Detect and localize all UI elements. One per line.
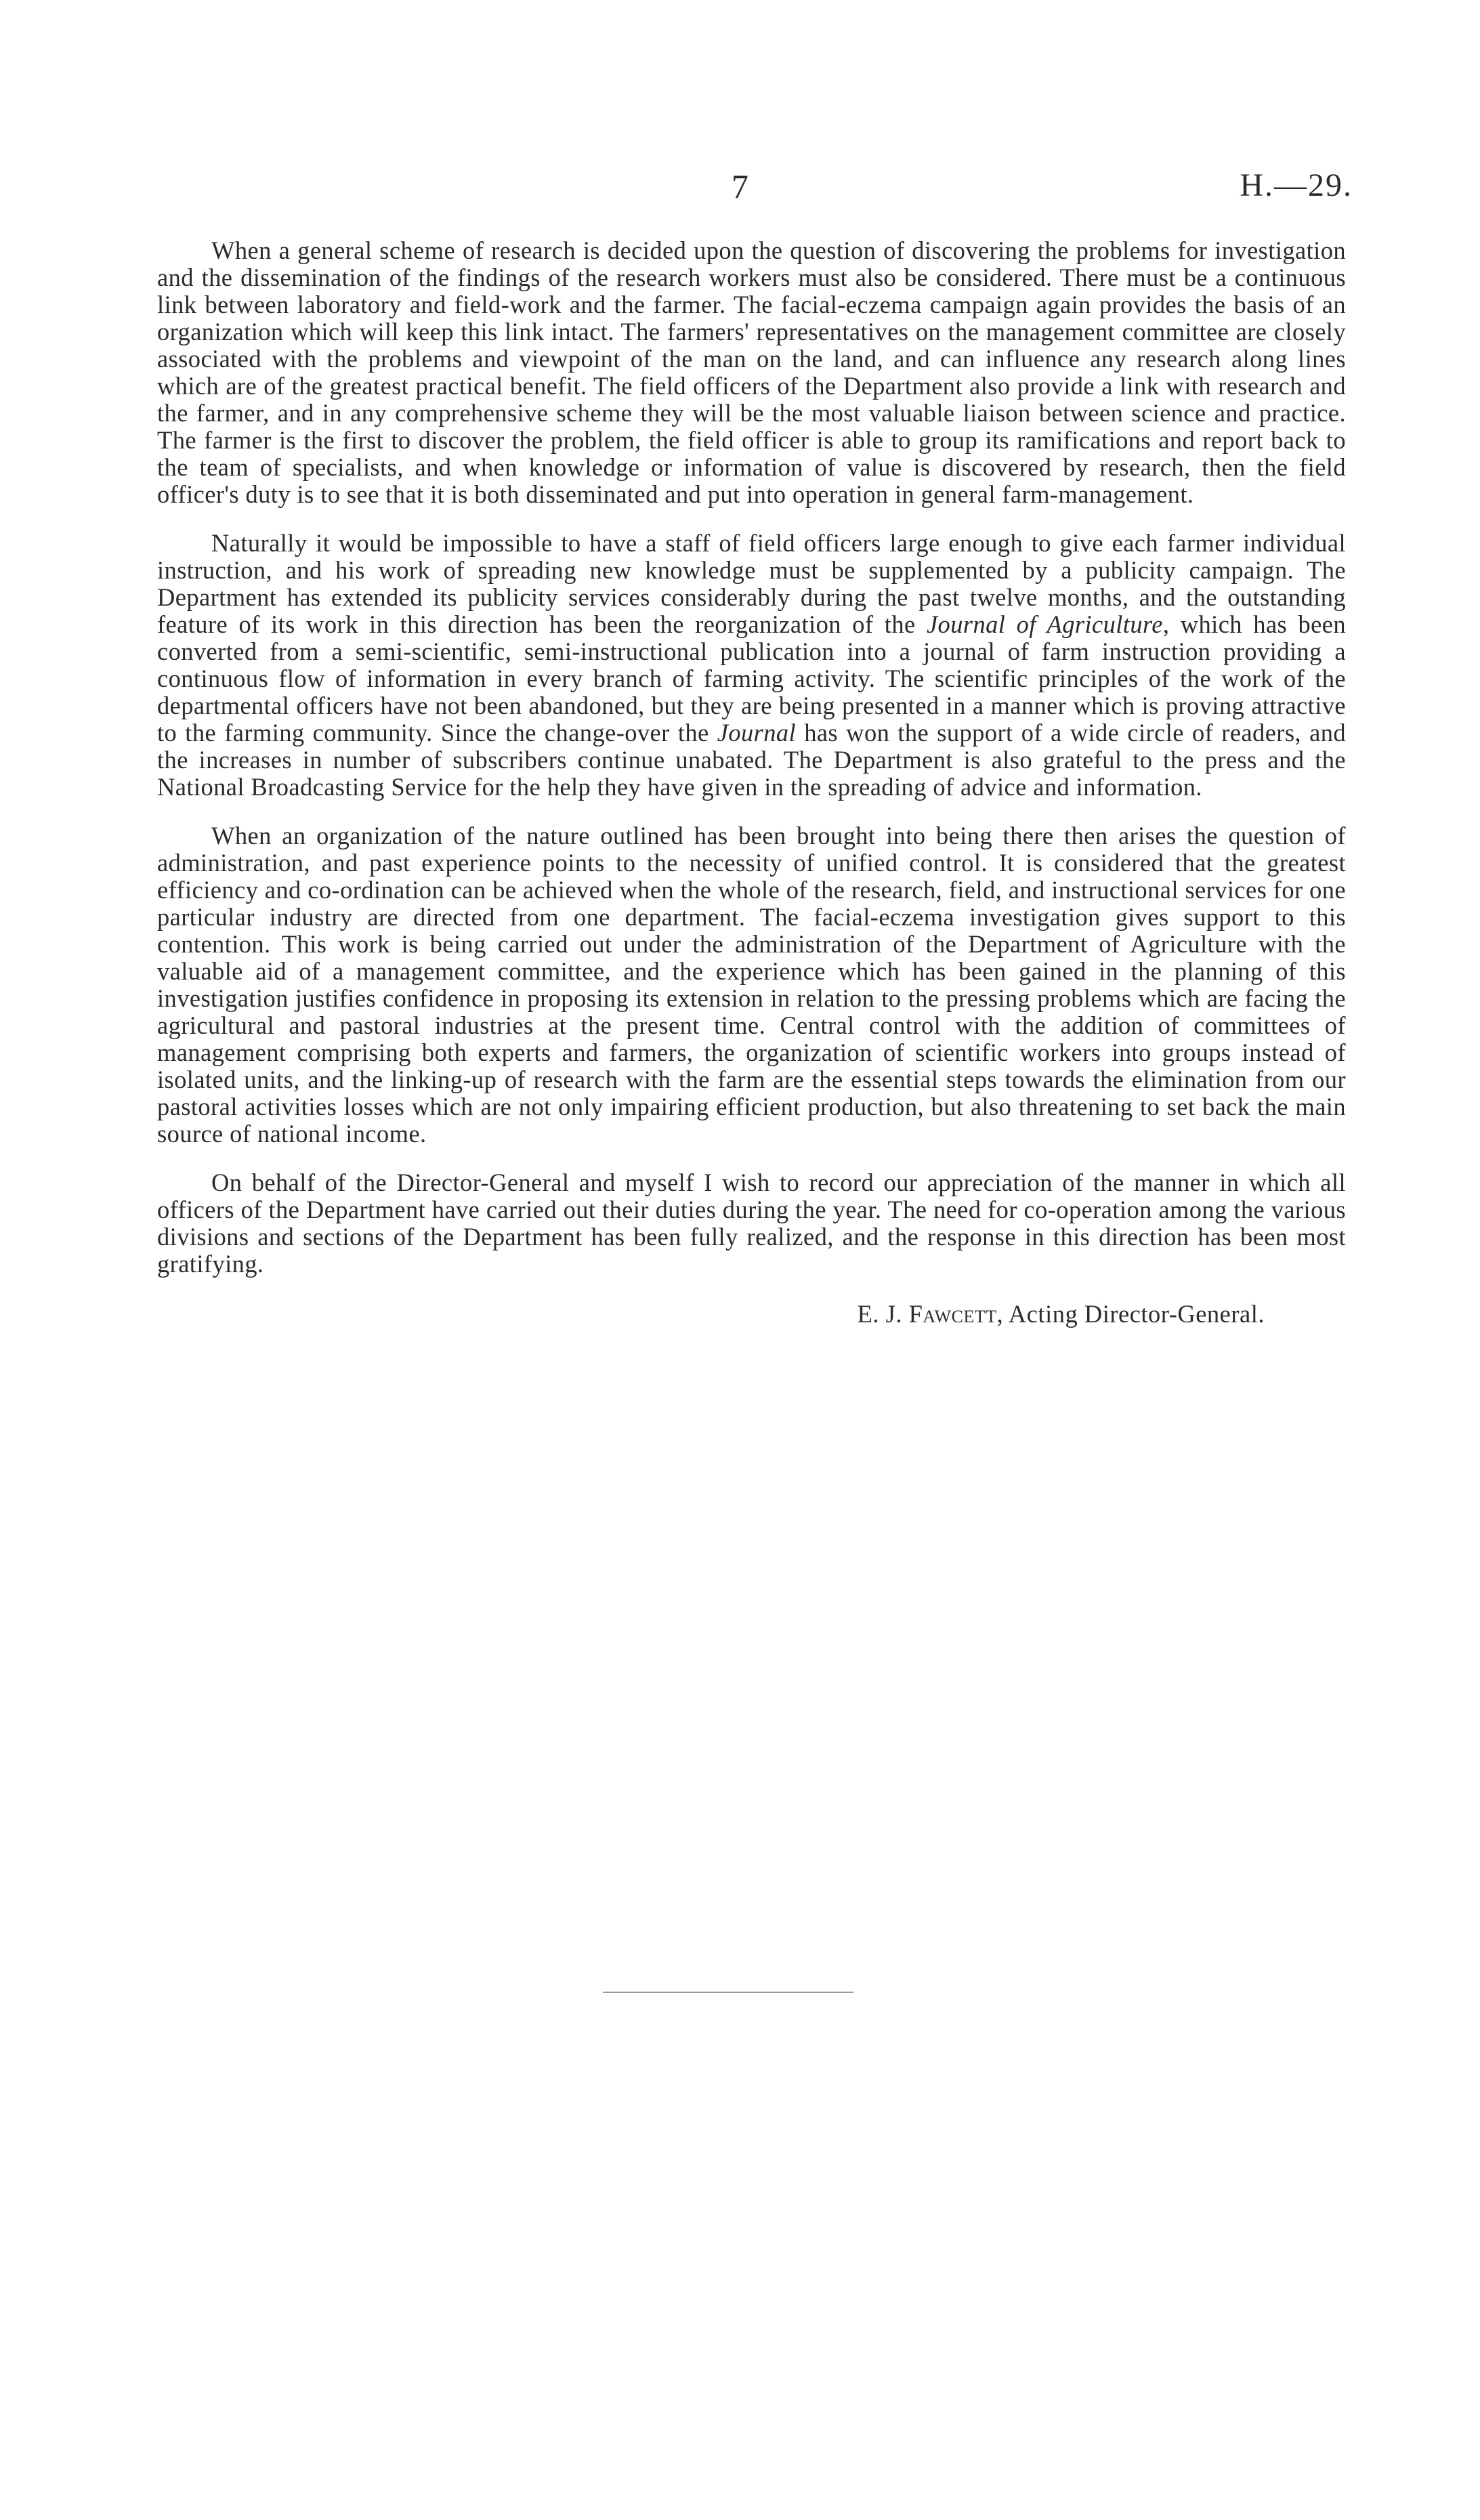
paragraph-publicity-campaign (157, 530, 1346, 801)
end-rule-divider (603, 1992, 853, 1993)
report-body (157, 237, 1346, 1328)
journal-short-title: Journal (717, 719, 797, 747)
document-code: H.—29. (1240, 167, 1353, 203)
page-number: 7 (732, 167, 749, 205)
paragraph-text-segment: Naturally it would be impossible to have a staff of field officers large enough to give each farmer individual instruction, and his work of spreading new knowledge must be supplemented by a publicity campaign. The Department has extended its publicity services considerably during the past twelve months, and the outstanding feature of its work in this direction has been the reorganization of the (157, 529, 1346, 638)
paragraph-administration: When an organization of the nature outlined has been brought into being there then arises the question of administration, and past experience points to the necessity of unified control. It is considered that the greatest efficiency and co-ordination can be achieved when the whole of the research, field, and instructional services for one particular industry are directed from one department. The facial-eczema investigation gives support to this contention. This work is being carried out under the administration of the Department of Agriculture with the valuable aid of a management committee, and the experience which has been gained in the planning of this investigation justifies confidence in proposing its extension in relation to the pressing problems which are facing the agricultural and pastoral industries at the present time. Central control with the addition of committees of management comprising both experts and farmers, the organization of scientific workers into groups instead of isolated units, and the linking-up of research with the farm are the essential steps towards the elimination from our pastoral activities losses which are not only impairing efficient production, but also threatening to set back the main source of national income. (157, 822, 1346, 1148)
paragraph-research-dissemination: When a general scheme of research is decided upon the question of discovering the problems for investigation and the dissemination of the findings of the research workers must also be considered. There must be a continuous link between laboratory and field-work and the farmer. The facial-eczema campaign again provides the basis of an organization which will keep this link intact. The farmers' representatives on the management committee are closely associated with the problems and viewpoint of the man on the land, and can influence any research along lines which are of the greatest practical benefit. The field officers of the Department also provide a link with research and the farmer, and in any comprehensive scheme they will be the most valuable liaison between science and practice. The farmer is the first to discover the problem, the field officer is able to group its ramifications and report back to the team of specialists, and when knowledge or information of value is discovered by research, then the field officer's duty is to see that it is both disseminated and put into operation in general farm-management. (157, 236, 1346, 508)
signatory-title: Acting Director-General. (1008, 1300, 1265, 1328)
paragraph-appreciation: On behalf of the Director-General and myself I wish to record our appreciation of the manner in which all officers of the Department have carried out their duties during the year. The need for co-operation among the various divisions and sections of the Department has been fully realized, and the response in this direction has been most gratifying. (157, 1169, 1346, 1278)
paragraph-text-segment: , which has been converted from a semi-scientific, semi-instructional publication into a journal of farm instruction providing a continuous flow of information in every branch of farming activity. The scientific principles of the work of the departmental officers have not been abandoned, but they are being presented in a manner which is proving attractive to the farming community. Since the change-over the (157, 610, 1347, 747)
signatory-name: E. J. Fawcett, (857, 1300, 1004, 1328)
signature-block (157, 1301, 1346, 1328)
journal-title: Journal of Agriculture (926, 610, 1163, 638)
paragraph-text-segment: has won the support of a wide circle of readers, and the increases in number of subscribers continue unabated. The Department is also grateful to the press and the National Broadcasting Service for the help they have given in the spreading of advice and information. (157, 719, 1346, 801)
